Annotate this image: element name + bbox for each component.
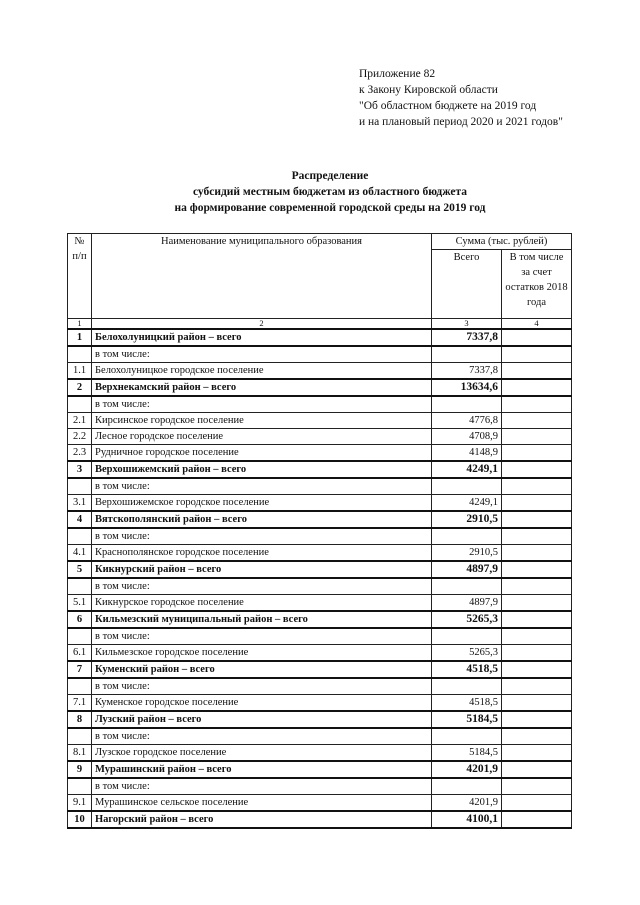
column-number: 4 (502, 319, 572, 330)
row-residuals (502, 711, 572, 728)
table-row (68, 363, 572, 380)
row-total (432, 578, 502, 595)
row-number: 2.3 (68, 445, 92, 462)
row-residuals (502, 528, 572, 545)
table-row (68, 745, 572, 762)
row-residuals (502, 413, 572, 429)
row-number: 7.1 (68, 695, 92, 712)
row-total: 4201,9 (432, 795, 502, 812)
header-name: Наименование муниципального образования (92, 234, 432, 319)
row-residuals (502, 628, 572, 645)
table-row (68, 811, 572, 828)
row-name: Лузское городское поселение (92, 745, 432, 762)
row-number: 8.1 (68, 745, 92, 762)
row-name: Верхошижемское городское поселение (92, 495, 432, 512)
row-number: 10 (68, 811, 92, 828)
row-number: 2 (68, 379, 92, 396)
table-row (68, 711, 572, 728)
row-name: Лузский район – всего (92, 711, 432, 728)
row-total: 2910,5 (432, 511, 502, 528)
table-row (68, 461, 572, 478)
table-row (68, 445, 572, 462)
row-name: Верхошижемский район – всего (92, 461, 432, 478)
row-total (432, 396, 502, 413)
row-residuals (502, 695, 572, 712)
row-name: в том числе: (92, 678, 432, 695)
appendix-line: Приложение 82 (359, 68, 436, 80)
row-number (68, 628, 92, 645)
table-row (68, 396, 572, 413)
row-name: Вятскополянский район – всего (92, 511, 432, 528)
row-name: Белохолуницкое городское поселение (92, 363, 432, 380)
row-residuals (502, 561, 572, 578)
table-row (68, 728, 572, 745)
row-total (432, 728, 502, 745)
row-total: 4776,8 (432, 413, 502, 429)
header-sum: Сумма (тыс. рублей) (432, 234, 572, 250)
row-residuals (502, 379, 572, 396)
row-total: 5184,5 (432, 711, 502, 728)
row-residuals (502, 645, 572, 662)
table-row (68, 346, 572, 363)
row-residuals (502, 445, 572, 462)
row-residuals (502, 429, 572, 445)
table-row (68, 379, 572, 396)
table-row (68, 695, 572, 712)
table-row (68, 413, 572, 429)
row-total: 4100,1 (432, 811, 502, 828)
row-residuals (502, 761, 572, 778)
row-number: 5.1 (68, 595, 92, 612)
row-residuals (502, 795, 572, 812)
row-total: 13634,6 (432, 379, 502, 396)
row-number: 6 (68, 611, 92, 628)
row-residuals (502, 545, 572, 562)
row-name: Кикнурский район – всего (92, 561, 432, 578)
row-name: Кикнурское городское поселение (92, 595, 432, 612)
row-total: 4148,9 (432, 445, 502, 462)
row-residuals (502, 595, 572, 612)
row-number (68, 578, 92, 595)
header-residuals: В том числе за счет остатков 2018 года (502, 250, 572, 319)
appendix-line: "Об областном бюджете на 2019 год (359, 100, 537, 112)
table-row (68, 795, 572, 812)
table-row (68, 611, 572, 628)
row-number: 2.2 (68, 429, 92, 445)
row-residuals (502, 346, 572, 363)
row-residuals (502, 811, 572, 828)
row-residuals (502, 329, 572, 346)
row-residuals (502, 661, 572, 678)
row-name: в том числе: (92, 778, 432, 795)
row-name: Мурашинский район – всего (92, 761, 432, 778)
row-name: Кирсинское городское поселение (92, 413, 432, 429)
row-residuals (502, 363, 572, 380)
row-total: 4249,1 (432, 461, 502, 478)
row-number: 5 (68, 561, 92, 578)
row-residuals (502, 396, 572, 413)
row-number (68, 678, 92, 695)
row-name: Куменский район – всего (92, 661, 432, 678)
row-name: в том числе: (92, 478, 432, 495)
row-total: 7337,8 (432, 363, 502, 380)
table-row (68, 578, 572, 595)
row-total: 4897,9 (432, 561, 502, 578)
row-total (432, 346, 502, 363)
document-title (60, 168, 600, 216)
row-total: 5265,3 (432, 645, 502, 662)
row-number: 8 (68, 711, 92, 728)
table-row (68, 495, 572, 512)
subsidy-table (67, 233, 572, 829)
row-residuals (502, 511, 572, 528)
row-residuals (502, 611, 572, 628)
table-row (68, 661, 572, 678)
column-number: 3 (432, 319, 502, 330)
row-number: 9.1 (68, 795, 92, 812)
row-name: Краснополянское городское поселение (92, 545, 432, 562)
row-total: 5184,5 (432, 745, 502, 762)
row-residuals (502, 678, 572, 695)
table-row (68, 678, 572, 695)
title-line: субсидий местным бюджетам из областного бюджета (192, 186, 468, 198)
row-number: 7 (68, 661, 92, 678)
column-number-row (68, 319, 572, 330)
row-name: Нагорский район – всего (92, 811, 432, 828)
table-row (68, 645, 572, 662)
row-name: в том числе: (92, 628, 432, 645)
row-number (68, 396, 92, 413)
appendix-line: и на плановый период 2020 и 2021 годов" (359, 116, 563, 128)
row-name: Верхнекамский район – всего (92, 379, 432, 396)
row-number (68, 346, 92, 363)
header-total: Всего (432, 250, 502, 319)
row-number (68, 778, 92, 795)
row-name: в том числе: (92, 346, 432, 363)
table-row (68, 511, 572, 528)
row-number (68, 728, 92, 745)
row-residuals (502, 461, 572, 478)
table-row (68, 761, 572, 778)
row-number: 1.1 (68, 363, 92, 380)
row-total (432, 678, 502, 695)
row-total: 4249,1 (432, 495, 502, 512)
row-number (68, 478, 92, 495)
row-name: в том числе: (92, 528, 432, 545)
row-name: в том числе: (92, 578, 432, 595)
row-name: Лесное городское поселение (92, 429, 432, 445)
title-line: Распределение (291, 170, 369, 182)
row-residuals (502, 578, 572, 595)
title-line: на формирование современной городской среды на 2019 год (174, 202, 486, 214)
row-residuals (502, 745, 572, 762)
row-name: в том числе: (92, 728, 432, 745)
row-residuals (502, 495, 572, 512)
row-number: 2.1 (68, 413, 92, 429)
row-number (68, 528, 92, 545)
row-name: Белохолуницкий район – всего (92, 329, 432, 346)
row-total: 5265,3 (432, 611, 502, 628)
table-row (68, 545, 572, 562)
row-total: 4708,9 (432, 429, 502, 445)
row-number: 9 (68, 761, 92, 778)
row-number: 4 (68, 511, 92, 528)
row-number: 4.1 (68, 545, 92, 562)
row-total (432, 778, 502, 795)
column-number: 1 (68, 319, 92, 330)
row-total (432, 628, 502, 645)
row-name: в том числе: (92, 396, 432, 413)
header-number: № п/п (68, 234, 92, 319)
table-row (68, 561, 572, 578)
table-row (68, 528, 572, 545)
row-residuals (502, 728, 572, 745)
row-total: 7337,8 (432, 329, 502, 346)
row-number: 6.1 (68, 645, 92, 662)
row-name: Кильмезский муниципальный район – всего (92, 611, 432, 628)
row-number: 1 (68, 329, 92, 346)
table-row (68, 329, 572, 346)
row-number: 3 (68, 461, 92, 478)
row-total: 4897,9 (432, 595, 502, 612)
row-total: 4518,5 (432, 661, 502, 678)
row-total (432, 528, 502, 545)
table-row (68, 478, 572, 495)
row-residuals (502, 478, 572, 495)
row-total: 4201,9 (432, 761, 502, 778)
row-name: Куменское городское поселение (92, 695, 432, 712)
row-name: Мурашинское сельское поселение (92, 795, 432, 812)
appendix-line: к Закону Кировской области (359, 84, 498, 96)
row-name: Кильмезское городское поселение (92, 645, 432, 662)
table-row (68, 778, 572, 795)
row-name: Рудничное городское поселение (92, 445, 432, 462)
row-total (432, 478, 502, 495)
column-number: 2 (92, 319, 432, 330)
row-number: 3.1 (68, 495, 92, 512)
row-total: 4518,5 (432, 695, 502, 712)
table-row (68, 429, 572, 445)
table-body (68, 329, 572, 828)
table-row (68, 595, 572, 612)
appendix-note (359, 66, 563, 130)
row-residuals (502, 778, 572, 795)
row-total: 2910,5 (432, 545, 502, 562)
table-row (68, 628, 572, 645)
